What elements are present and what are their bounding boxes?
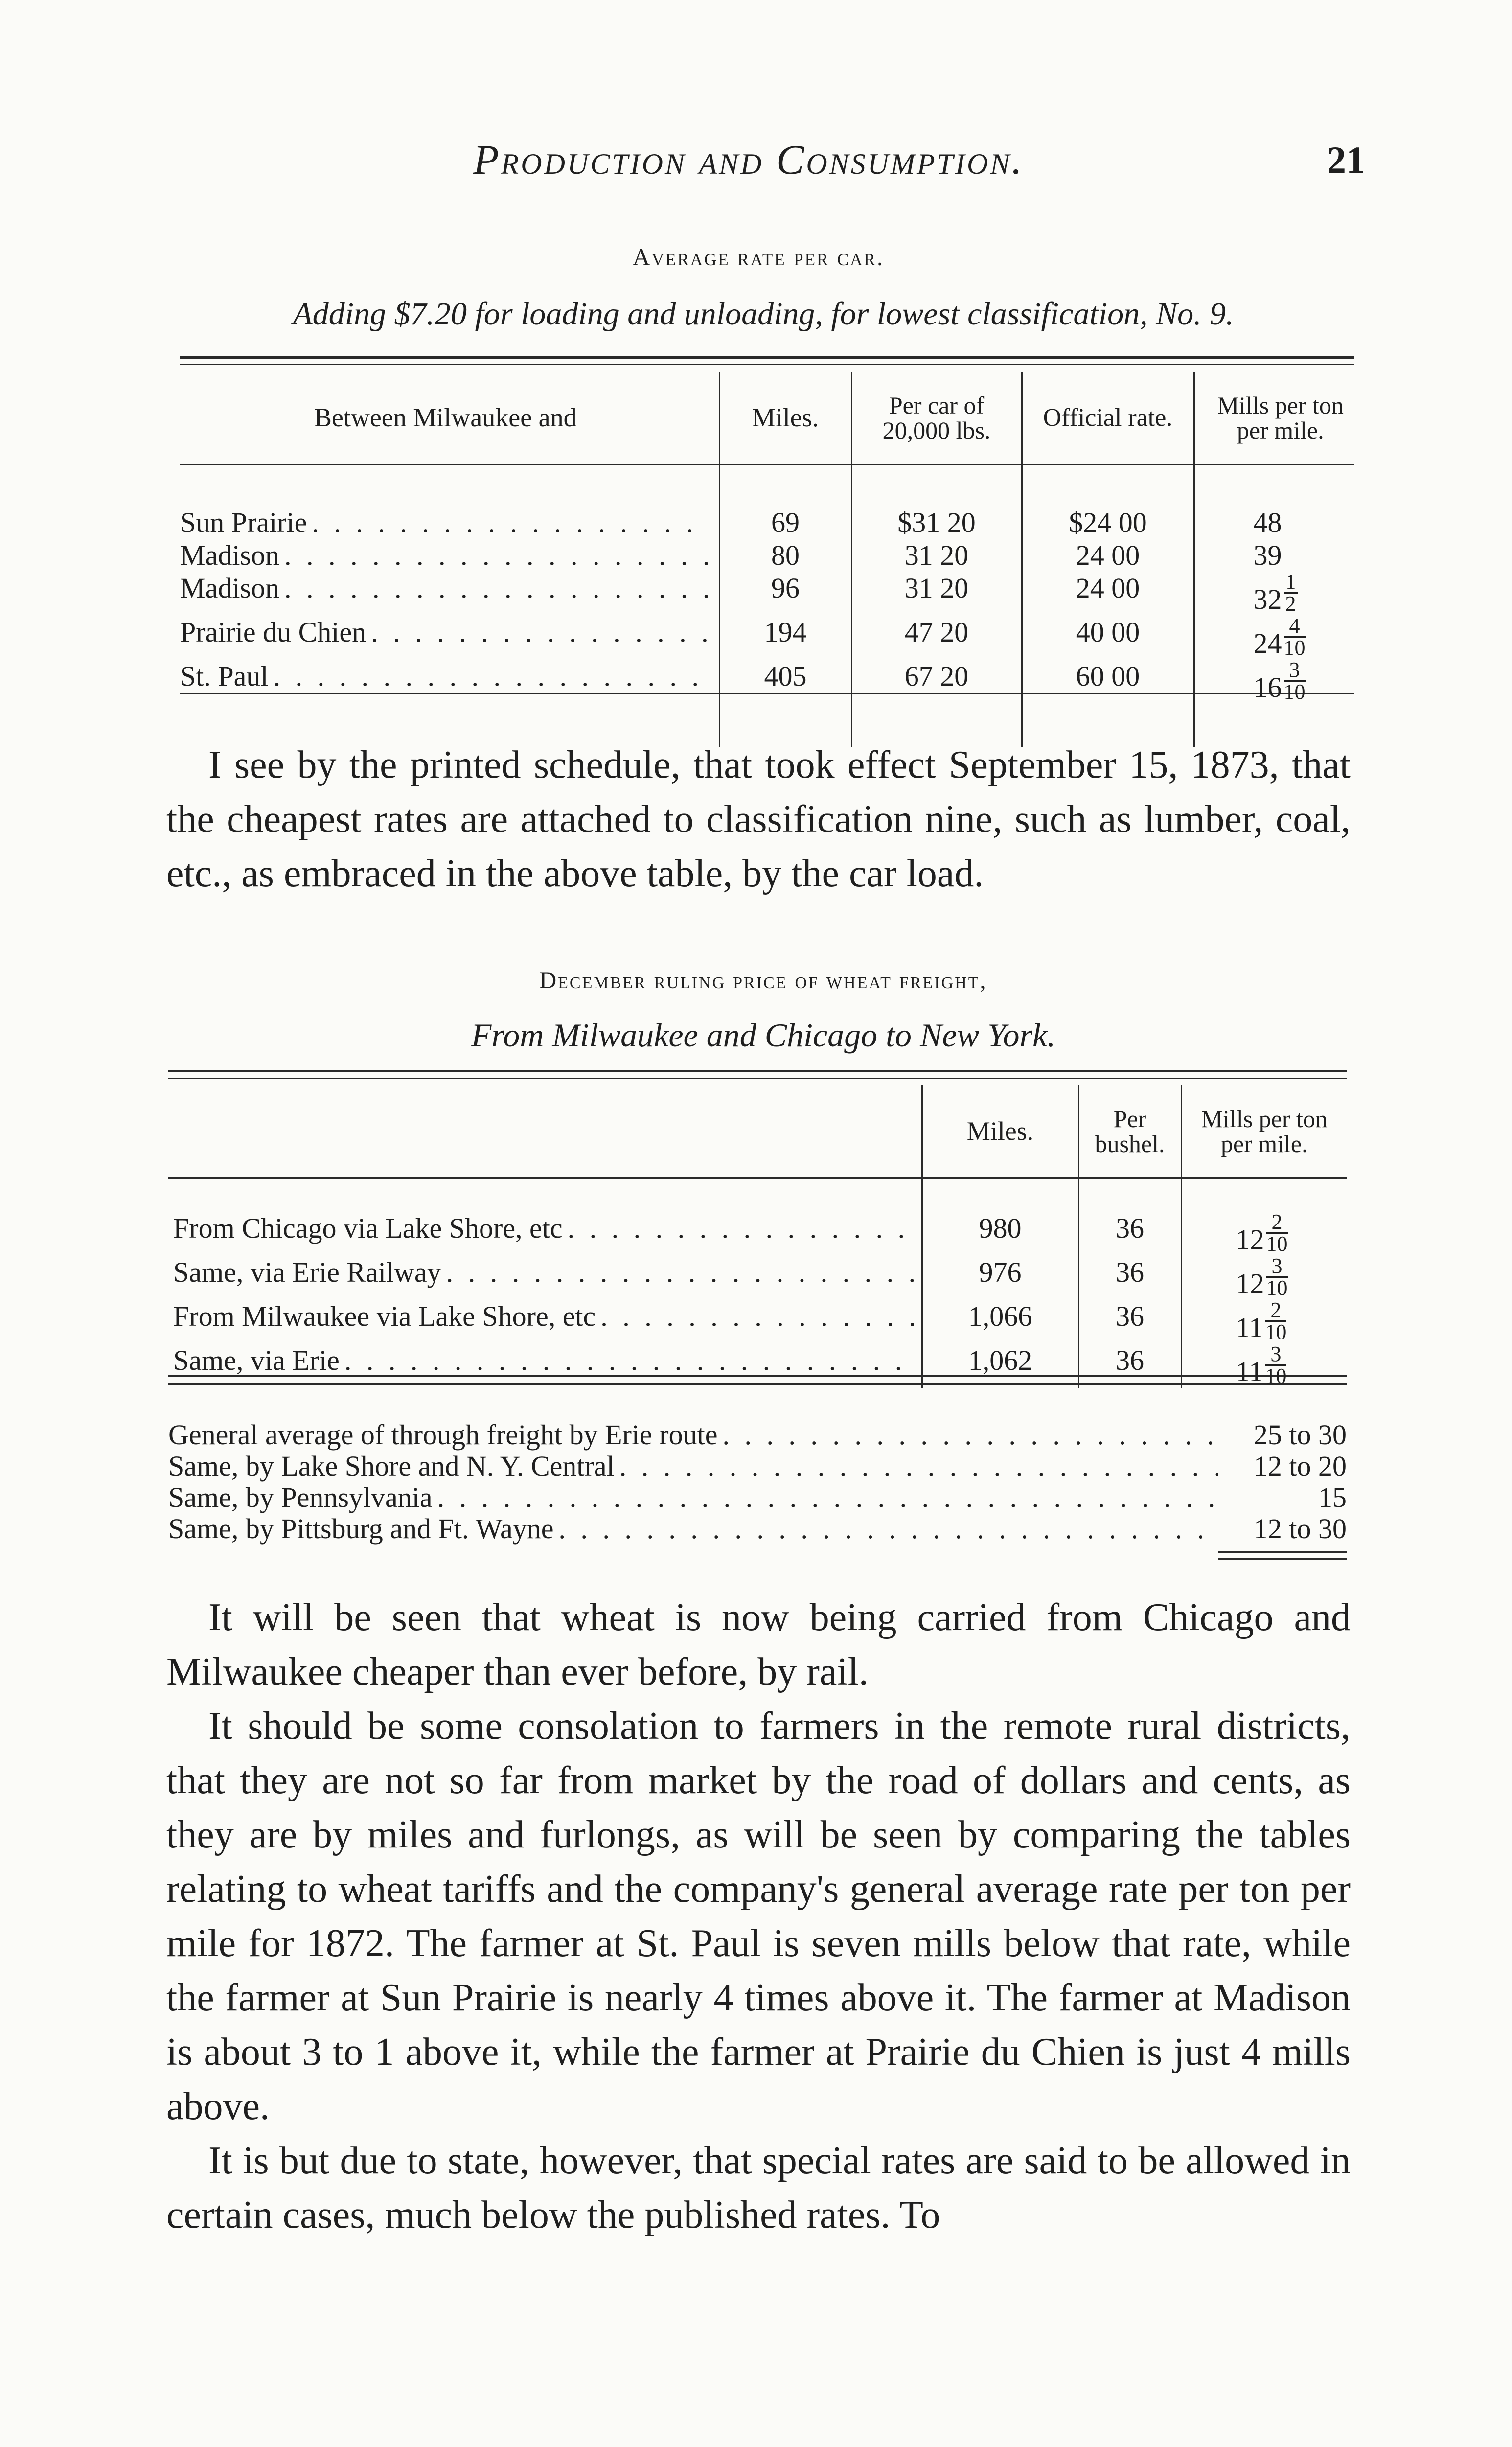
averages-rule-1: [1218, 1551, 1347, 1553]
table1-per-car: 31 20: [851, 539, 1022, 572]
table1-official: 24 00: [1022, 539, 1194, 572]
table1-mills: 16: [1253, 671, 1282, 703]
table1-miles: 405: [719, 660, 851, 704]
table2-mills: 12: [1236, 1224, 1264, 1255]
table2-col-route: [168, 1085, 922, 1177]
paragraph-text: It should be some consolation to farmers in the remote rural districts, that they are not so far from market by the road of dollars and cents, as they are by miles and furlongs, as will be seen by comparing the tables relating to wheat tariffs and the company's general average rate per ton per mile for 1872. The farmer at St. Paul is seven mills below that rate, while the farmer at Sun Prairie is nearly 4 times above it. The farmer at Madison is about 3 to 1 above it, while the farmer at Prairie du Chien is just 4 mills above.: [166, 1705, 1351, 2128]
table-row: [168, 1212, 1347, 1256]
table2-miles: 976: [922, 1256, 1078, 1300]
average-value: 25 to 30: [1253, 1419, 1347, 1451]
table1-per-car: 31 20: [851, 572, 1022, 616]
paragraph-1: [166, 738, 1351, 901]
average-label: Same, by Pennsylvania: [168, 1482, 433, 1513]
table1-header-row: [172, 372, 1366, 464]
paragraph-text: It is but due to state, however, that special rates are said to be allowed in certain cases, much below the published rates. To: [166, 2139, 1351, 2237]
table2-per-bushel: 36: [1078, 1212, 1181, 1256]
average-value: 12 to 30: [1253, 1513, 1347, 1545]
table2-route: Same, via Erie: [173, 1344, 340, 1376]
table2-header-row: [168, 1085, 1347, 1177]
average-label: Same, by Lake Shore and N. Y. Central: [168, 1451, 615, 1482]
table1-col-per-car: Per car of 20,000 lbs.: [851, 372, 1022, 464]
table1-place: Prairie du Chien: [180, 616, 367, 648]
average-label: Same, by Pittsburg and Ft. Wayne: [168, 1513, 554, 1545]
fraction: $\frac{3}{10}$: [1266, 1254, 1288, 1300]
average-value: 15: [1318, 1482, 1347, 1513]
table-row: [168, 1344, 1347, 1388]
table1-mills: 39: [1253, 539, 1282, 571]
average-value: 12 to 20: [1253, 1451, 1347, 1482]
fraction: $\frac{2}{10}$: [1265, 1298, 1287, 1344]
paragraph-text: It will be seen that wheat is now being carried from Chicago and Milwaukee cheaper than ever before, by rail.: [166, 1596, 1351, 1693]
table-row: [172, 616, 1366, 660]
table1-miles: 194: [719, 616, 851, 660]
table2-col-miles: Miles.: [922, 1085, 1078, 1177]
table2-miles: 980: [922, 1212, 1078, 1256]
table1-per-car: $31 20: [851, 506, 1022, 539]
table2-caption: December ruling price of wheat freight,: [539, 968, 987, 993]
table1-subcaption: Adding $7.20 for loading and unloading, for lowest classification, No. 9.: [293, 296, 1234, 332]
list-item: [168, 1451, 1347, 1482]
table2-col-per-bushel: Per bushel.: [1078, 1085, 1181, 1177]
table1-miles: 96: [719, 572, 851, 616]
table1-place: Madison: [180, 572, 279, 604]
table1-top-rule-thin: [180, 364, 1354, 365]
table1-miles: 80: [719, 539, 851, 572]
table2-miles: 1,062: [922, 1344, 1078, 1388]
fraction: $\frac{4}{10}$: [1283, 614, 1306, 660]
averages-list: [168, 1419, 1347, 1545]
table1-per-car: 47 20: [851, 616, 1022, 660]
table1-mills: 24: [1253, 627, 1282, 659]
table-row: [172, 506, 1366, 539]
table1-place: St. Paul: [180, 660, 269, 692]
list-item: [168, 1419, 1347, 1451]
table2-top-rule-thin: [168, 1078, 1347, 1079]
table2-route: Same, via Erie Railway: [173, 1256, 441, 1288]
table1-official: $24 00: [1022, 506, 1194, 539]
running-title: Production and Consumption.: [473, 136, 1024, 183]
page-number: 21: [1327, 139, 1365, 181]
averages-rule-2: [1218, 1558, 1347, 1560]
table1-official: 40 00: [1022, 616, 1194, 660]
table2-per-bushel: 36: [1078, 1344, 1181, 1388]
table1-col-official: Official rate.: [1022, 372, 1194, 464]
table2-mills: 12: [1236, 1268, 1264, 1299]
fraction: $\frac{3}{10}$: [1283, 658, 1306, 704]
list-item: [168, 1482, 1347, 1513]
table1-miles: 69: [719, 506, 851, 539]
table-row: [172, 660, 1366, 704]
table1-col-miles: Miles.: [719, 372, 851, 464]
table1-mills: 48: [1253, 507, 1282, 538]
table1-official: 24 00: [1022, 572, 1194, 616]
table-row: [168, 1300, 1347, 1344]
table1-place: Sun Prairie: [180, 507, 307, 538]
table2: [168, 1085, 1347, 1417]
table2-miles: 1,066: [922, 1300, 1078, 1344]
table-row: [172, 572, 1366, 616]
list-item: [168, 1513, 1347, 1545]
body-paragraphs: [166, 1591, 1351, 2242]
fraction: $\frac{2}{10}$: [1266, 1210, 1288, 1256]
table2-top-rule-thick: [168, 1070, 1347, 1072]
table2-mills: 11: [1236, 1312, 1263, 1343]
table2-col-mills: Mills per ton per mile.: [1201, 1105, 1328, 1157]
table1-col-place: Between Milwaukee and: [172, 372, 719, 464]
table2-route: From Milwaukee via Lake Shore, etc: [173, 1300, 596, 1332]
table-row: [172, 539, 1366, 572]
fraction: $\frac{1}{2}$: [1284, 572, 1298, 614]
table1-top-rule-thick: [180, 356, 1354, 359]
running-head: [166, 135, 1380, 189]
table2-per-bushel: 36: [1078, 1300, 1181, 1344]
table1: [172, 372, 1366, 747]
table2-subcaption: From Milwaukee and Chicago to New York.: [471, 1016, 1056, 1054]
table-row: [168, 1256, 1347, 1300]
table1-official: 60 00: [1022, 660, 1194, 704]
table2-route: From Chicago via Lake Shore, etc: [173, 1212, 563, 1244]
average-label: General average of through freight by Erie route: [168, 1419, 718, 1451]
table2-mills: 11: [1236, 1356, 1263, 1387]
table1-caption: Average rate per car.: [632, 243, 885, 271]
table1-col-mills: Mills per ton per mile.: [1217, 392, 1344, 444]
table1-mills: 32: [1253, 583, 1282, 615]
table1-per-car: 67 20: [851, 660, 1022, 704]
table2-per-bushel: 36: [1078, 1256, 1181, 1300]
table1-place: Madison: [180, 539, 279, 571]
fraction: $\frac{3}{10}$: [1265, 1342, 1287, 1388]
paragraph-text: I see by the printed schedule, that took effect September 15, 1873, that the cheapest rates are attached to classification nine, such as lumber, coal, etc., as embraced in the above table, by the car load.: [166, 743, 1351, 895]
